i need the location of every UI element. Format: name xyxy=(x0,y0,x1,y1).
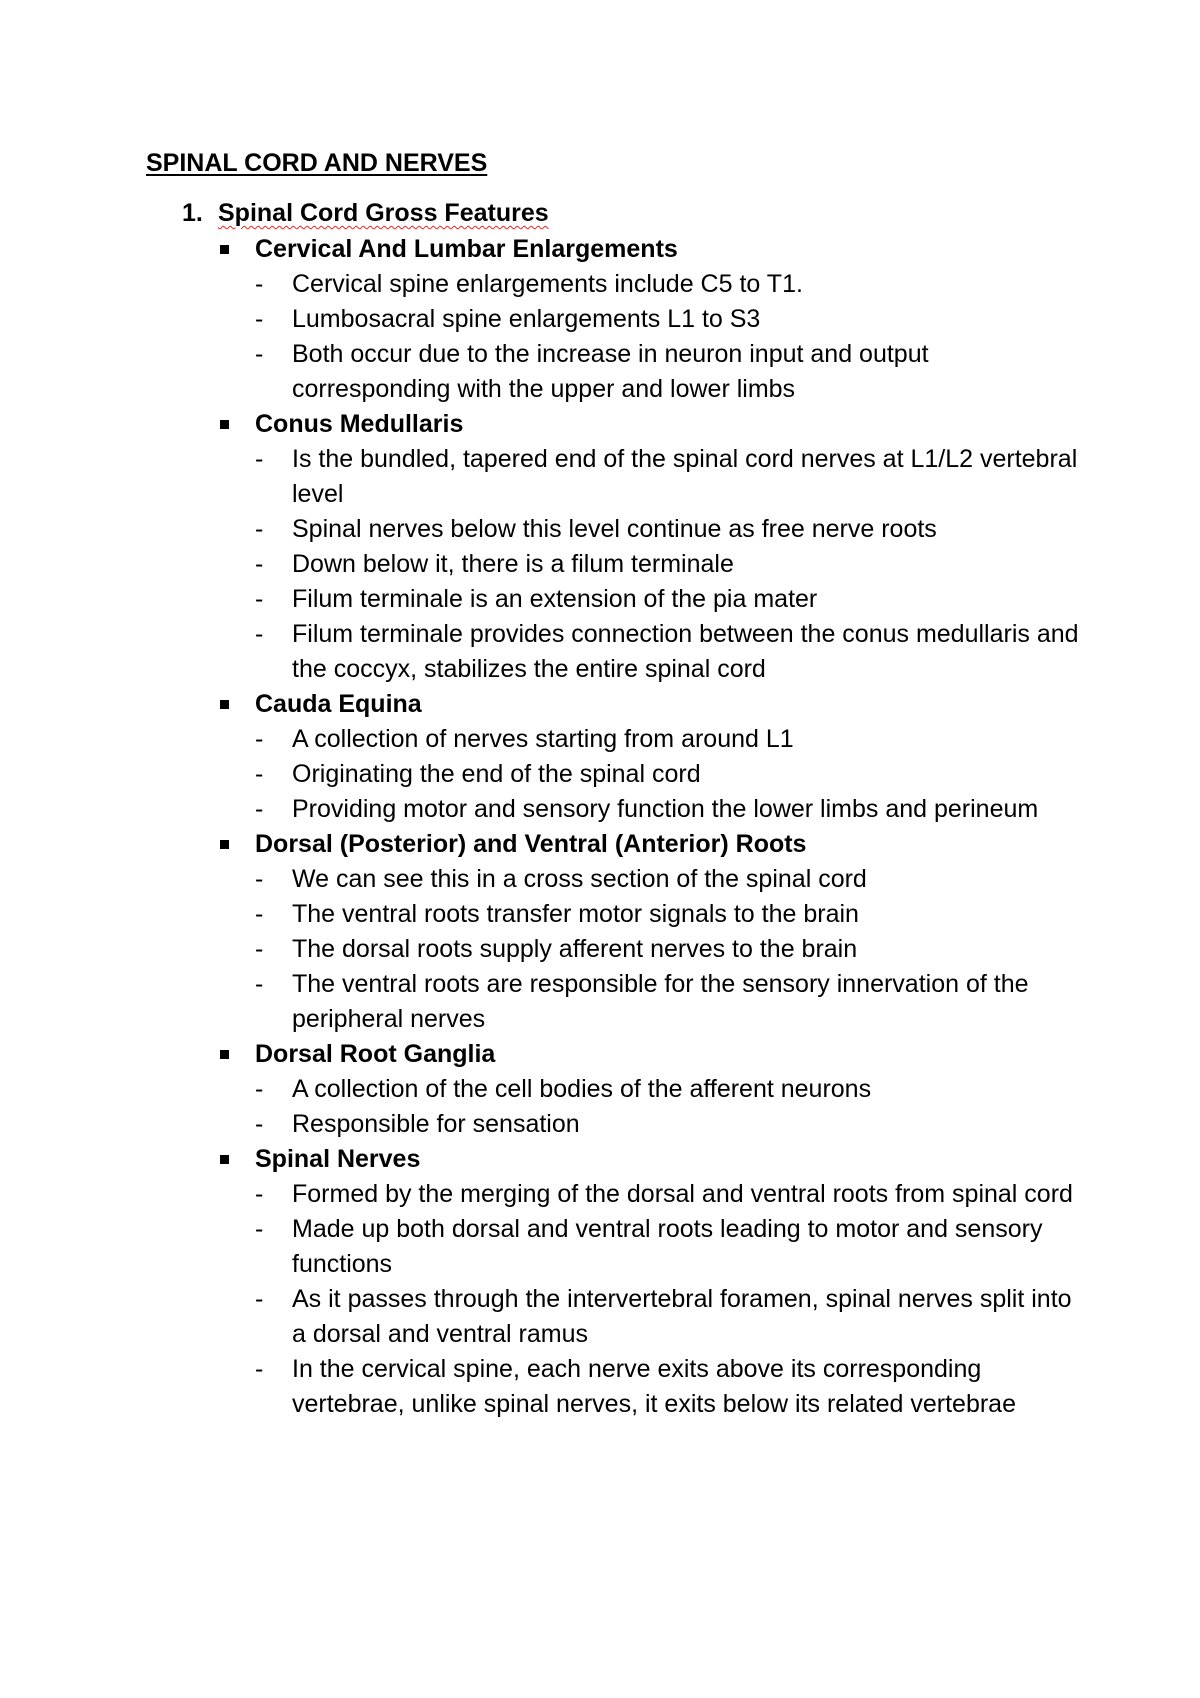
topic-heading-text: Cervical And Lumbar Enlargements xyxy=(255,235,678,263)
dash-bullet-icon: - xyxy=(255,1110,264,1138)
dash-bullet-icon: - xyxy=(255,585,264,613)
square-bullet-icon xyxy=(220,840,229,849)
list-item-text: Both occur due to the increase in neuron input and output corresponding with the upper and lower limbs xyxy=(292,340,929,403)
topic-list xyxy=(182,232,1082,1422)
list-item xyxy=(255,1212,1082,1282)
list-item-text: Providing motor and sensory function the lower limbs and perineum xyxy=(292,795,1039,823)
list-item-text: In the cervical spine, each nerve exits above its corresponding vertebrae, unlike spinal nerves, it exits below its related vertebrae xyxy=(292,1355,1016,1418)
dash-bullet-icon: - xyxy=(255,340,264,368)
list-item xyxy=(255,547,1082,582)
list-item-text: As it passes through the intervertebral foramen, spinal nerves split into a dorsal and ventral ramus xyxy=(292,1285,1072,1348)
dash-bullet-icon: - xyxy=(255,935,264,963)
list-item-text: Lumbosacral spine enlargements L1 to S3 xyxy=(292,305,761,333)
list-item xyxy=(255,617,1082,687)
list-item xyxy=(255,582,1082,617)
list-item xyxy=(255,302,1082,337)
list-item-text: A collection of nerves starting from around L1 xyxy=(292,725,794,753)
square-bullet-icon xyxy=(220,1050,229,1059)
point-list xyxy=(255,1072,1082,1142)
list-item xyxy=(255,1352,1082,1422)
square-bullet-icon xyxy=(220,700,229,709)
list-item-text: Made up both dorsal and ventral roots leading to motor and sensory functions xyxy=(292,1215,1043,1278)
topic-heading-text: Cauda Equina xyxy=(255,690,422,718)
dash-bullet-icon: - xyxy=(255,1180,264,1208)
document-title: SPINAL CORD AND NERVES xyxy=(146,149,488,177)
point-list xyxy=(255,862,1082,1037)
point-list xyxy=(255,442,1082,687)
list-item xyxy=(255,967,1082,1037)
dash-bullet-icon: - xyxy=(255,550,264,578)
list-item xyxy=(255,442,1082,512)
list-item-text: Originating the end of the spinal cord xyxy=(292,760,701,788)
list-item xyxy=(255,1177,1082,1212)
topic xyxy=(182,232,1082,407)
dash-bullet-icon: - xyxy=(255,305,264,333)
topic xyxy=(182,1037,1082,1142)
list-item xyxy=(255,1282,1082,1352)
topic-heading-text: Spinal Nerves xyxy=(255,1145,421,1173)
dash-bullet-icon: - xyxy=(255,1075,264,1103)
dash-bullet-icon: - xyxy=(255,620,264,648)
dash-bullet-icon: - xyxy=(255,1285,264,1313)
dash-bullet-icon: - xyxy=(255,900,264,928)
list-item-text: Cervical spine enlargements include C5 to T1. xyxy=(292,270,803,298)
list-item-text: The dorsal roots supply afferent nerves to the brain xyxy=(292,935,858,963)
list-item-text: We can see this in a cross section of the spinal cord xyxy=(292,865,867,893)
point-list xyxy=(255,722,1082,827)
list-item xyxy=(255,1072,1082,1107)
list-item xyxy=(255,757,1082,792)
list-item-text: Spinal nerves below this level continue as free nerve roots xyxy=(292,515,937,543)
topic-heading xyxy=(255,1037,1082,1072)
section-heading xyxy=(182,196,1082,231)
list-item xyxy=(255,897,1082,932)
topic-heading-text: Conus Medullaris xyxy=(255,410,464,438)
dash-bullet-icon: - xyxy=(255,270,264,298)
section-number: 1. xyxy=(182,199,203,227)
list-item-text: A collection of the cell bodies of the afferent neurons xyxy=(292,1075,872,1103)
list-item-text: Is the bundled, tapered end of the spinal cord nerves at L1/L2 vertebral level xyxy=(292,445,1078,508)
dash-bullet-icon: - xyxy=(255,970,264,998)
list-item-text: Formed by the merging of the dorsal and ventral roots from spinal cord xyxy=(292,1180,1073,1208)
dash-bullet-icon: - xyxy=(255,865,264,893)
list-item xyxy=(255,862,1082,897)
topic-heading xyxy=(255,1142,1082,1177)
list-item xyxy=(255,1107,1082,1142)
point-list xyxy=(255,267,1082,407)
dash-bullet-icon: - xyxy=(255,445,264,473)
square-bullet-icon xyxy=(220,1155,229,1164)
list-item xyxy=(255,267,1082,302)
topic-heading xyxy=(255,827,1082,862)
dash-bullet-icon: - xyxy=(255,760,264,788)
dash-bullet-icon: - xyxy=(255,795,264,823)
dash-bullet-icon: - xyxy=(255,515,264,543)
list-item-text: The ventral roots are responsible for the sensory innervation of the peripheral nerves xyxy=(292,970,1029,1033)
list-item-text: Filum terminale provides connection between the conus medullaris and the coccyx, stabilizes the entire spinal cord xyxy=(292,620,1079,683)
list-item xyxy=(255,337,1082,407)
topic xyxy=(182,407,1082,687)
topic-heading-text: Dorsal (Posterior) and Ventral (Anterior) Roots xyxy=(255,830,807,858)
square-bullet-icon xyxy=(220,420,229,429)
topic xyxy=(182,827,1082,1037)
topic xyxy=(182,687,1082,827)
dash-bullet-icon: - xyxy=(255,1355,264,1383)
list-item xyxy=(255,512,1082,547)
dash-bullet-icon: - xyxy=(255,725,264,753)
topic-heading xyxy=(255,232,1082,267)
topic-heading xyxy=(255,407,1082,442)
list-item-text: Down below it, there is a filum terminale xyxy=(292,550,734,578)
list-item xyxy=(255,722,1082,757)
list-item-text: Filum terminale is an extension of the pia mater xyxy=(292,585,818,613)
topic-heading-text: Dorsal Root Ganglia xyxy=(255,1040,496,1068)
topic-heading xyxy=(255,687,1082,722)
topic xyxy=(182,1142,1082,1422)
dash-bullet-icon: - xyxy=(255,1215,264,1243)
section-spinal-cord-gross-features xyxy=(182,196,1082,1422)
square-bullet-icon xyxy=(220,245,229,254)
point-list xyxy=(255,1177,1082,1422)
list-item-text: The ventral roots transfer motor signals to the brain xyxy=(292,900,859,928)
section-heading-text: Spinal Cord Gross Features xyxy=(218,199,549,227)
list-item xyxy=(255,792,1082,827)
list-item-text: Responsible for sensation xyxy=(292,1110,580,1138)
list-item xyxy=(255,932,1082,967)
